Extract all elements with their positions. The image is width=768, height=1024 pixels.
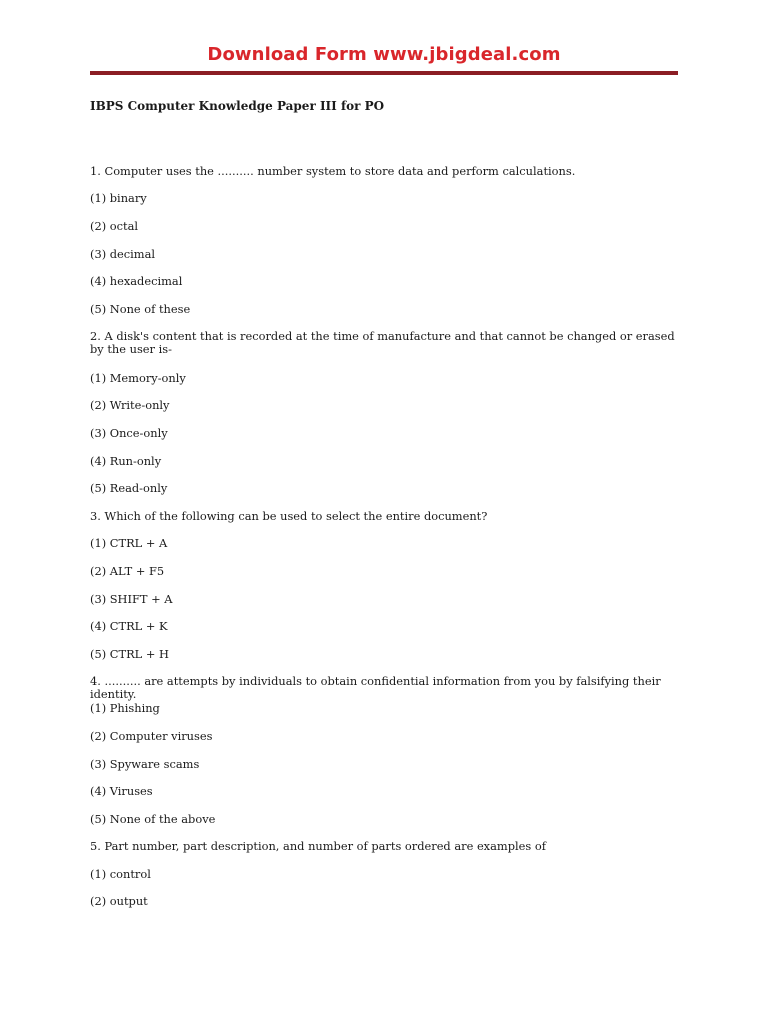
answer-option: (5) CTRL + H <box>90 647 169 661</box>
answer-option: (5) Read-only <box>90 481 168 495</box>
answer-option: (2) octal <box>90 219 139 233</box>
answer-option: (2) output <box>90 894 148 908</box>
header-rule <box>90 71 678 75</box>
answer-option: (4) Viruses <box>90 784 153 798</box>
answer-option: (2) ALT + F5 <box>90 564 165 578</box>
question-text: 3. Which of the following can be used to select the entire document? <box>90 509 488 523</box>
answer-option: (1) Phishing <box>90 701 160 715</box>
answer-option: (1) binary <box>90 191 147 205</box>
answer-option: (2) Write-only <box>90 398 170 412</box>
question-text: 5. Part number, part description, and number of parts ordered are examples of <box>90 839 546 853</box>
question-text: 1. Computer uses the .......... number system to store data and perform calculations. <box>90 164 576 178</box>
answer-option: (5) None of these <box>90 302 191 316</box>
page-title: IBPS Computer Knowledge Paper III for PO <box>90 99 385 113</box>
question-text: 2. A disk's content that is recorded at the time of manufacture and that cannot be changed or erased by the user is- <box>90 329 675 356</box>
answer-option: (4) CTRL + K <box>90 619 168 633</box>
answer-option: (4) Run-only <box>90 454 162 468</box>
answer-option: (1) control <box>90 867 151 881</box>
answer-option: (3) decimal <box>90 247 156 261</box>
answer-option: (2) Computer viruses <box>90 729 213 743</box>
answer-option: (3) Once-only <box>90 426 168 440</box>
answer-option: (5) None of the above <box>90 812 216 826</box>
answer-option: (3) Spyware scams <box>90 757 200 771</box>
question-text: 4. .......... are attempts by individuals to obtain confidential information from you by falsifying their identity. <box>90 674 661 701</box>
answer-option: (3) SHIFT + A <box>90 592 173 606</box>
answer-option: (1) Memory-only <box>90 371 186 385</box>
answer-option: (4) hexadecimal <box>90 274 183 288</box>
answer-option: (1) CTRL + A <box>90 536 168 550</box>
download-banner[interactable]: Download Form www.jbigdeal.com <box>207 44 561 65</box>
